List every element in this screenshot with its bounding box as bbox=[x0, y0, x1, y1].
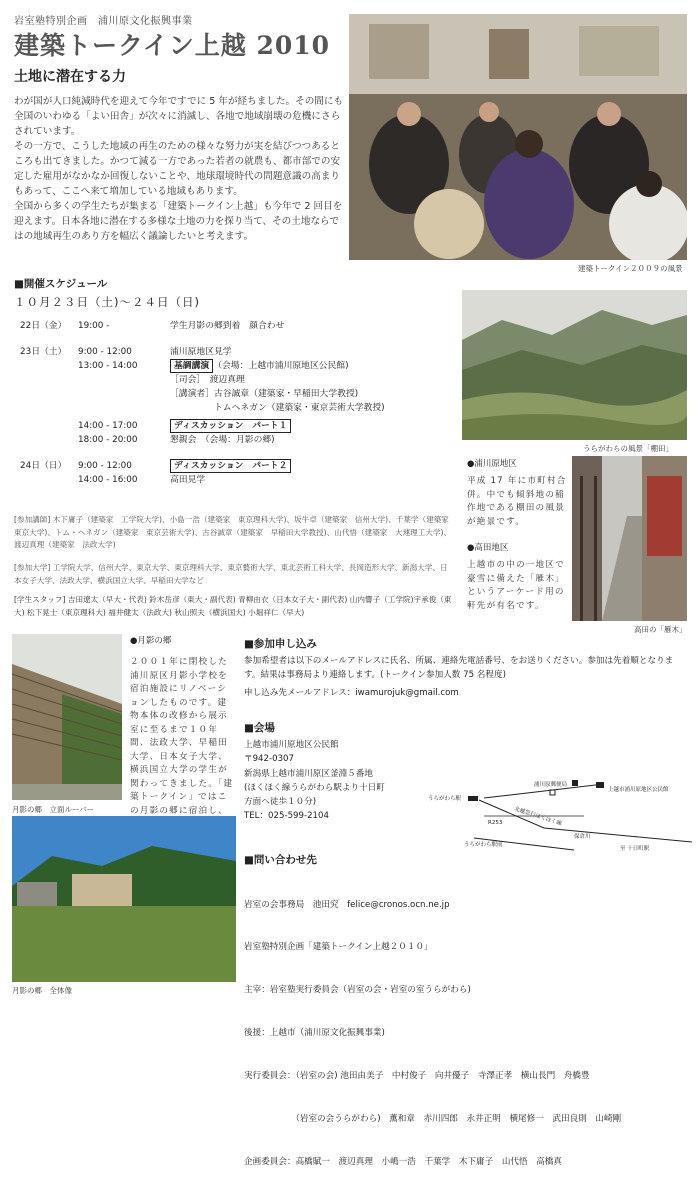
overall-caption: 月影の郷 全体像 bbox=[12, 986, 72, 995]
schedule-event: 懇親会 （会場：月影の郷) bbox=[170, 435, 275, 445]
schedule-row bbox=[20, 401, 440, 415]
schedule-event: （会場：上越市浦川原地区公民館) bbox=[213, 361, 349, 371]
urakawara-text: 平成 17 年に市町村合併。中でも傾斜地の稲作地である棚田の風景が絶景です。 bbox=[467, 476, 567, 527]
tanada-photo bbox=[462, 290, 687, 440]
contact-committee-1: 実行委員会：（岩室の会) 池田由美子 中村俊子 向井優子 寺澤正孝 横山長門 舟橋豊 bbox=[244, 1071, 590, 1082]
schedule-time: 9:00 - 12:00 bbox=[78, 461, 132, 471]
schedule-event: 高田見学 bbox=[170, 475, 206, 485]
takada-illustration bbox=[572, 456, 687, 621]
schedule-row bbox=[20, 345, 440, 359]
participants-lecturers: [参加講師] 木下庸子（建築家 工学院大学)、小島一浩（建築家 東京理科大学)、坂牛卓（建築家 信州大学)、千葉学（建築家 東京大学)、トム・ヘネガン（建築家 東京芸術大学)、古谷誠章（建築家 早稲田大学教授)、山代悟（建築家 大連理工大学)、渡辺真理（建築家 法政大学) bbox=[14, 515, 457, 549]
schedule-row bbox=[20, 473, 440, 487]
contact-planning: 企画委員会：高橋賦一 渡辺真理 小嶋一浩 千葉学 木下庸子 山代悟 高橋真 bbox=[244, 1156, 562, 1167]
schedule-time: 19:00 - bbox=[78, 321, 110, 331]
page-title: 建築トークイン上越 2010 bbox=[14, 31, 331, 60]
schedule-heading: ■開催スケジュール bbox=[14, 278, 108, 290]
application-email: 申し込み先メールアドレス：iwamurojuk@gmail.com bbox=[244, 688, 459, 698]
discussion-2-label: ディスカッション パート２ bbox=[170, 459, 291, 473]
intro-paragraph-3: 全国から多くの学生たちが集まる「建築トークイン上越」も今年で 2 回目を迎えます。日本各地に潜在する多様な土地の力を探り当て、その土地ならではの地域再生のあり方を幅広く議論したいと考えます。 bbox=[14, 201, 343, 242]
schedule-row bbox=[20, 419, 440, 433]
schedule-row bbox=[20, 459, 440, 473]
takada-caption: 高田の「雁木」 bbox=[634, 625, 687, 634]
map-svg bbox=[424, 770, 692, 860]
contact-committee-2: （岩室の会うらがわら) 薫和章 赤川四郎 永井正明 横尾修一 武田良則 山崎剛 bbox=[244, 1114, 622, 1125]
louver-illustration bbox=[12, 634, 122, 800]
schedule-time: 9:00 - 12:00 bbox=[78, 347, 132, 357]
map-venue-label: 上越市浦川原地区公民館 bbox=[608, 787, 669, 793]
tsukikage-overall-photo bbox=[12, 816, 236, 982]
contact-host: 主宰：岩室塾実行委員会（岩室の会・岩室の室うらがわら) bbox=[244, 985, 471, 996]
map-station2-label: うらがわら駅前 bbox=[464, 842, 503, 848]
venue-access: (ほくほく線うらがわら駅より十日町 bbox=[244, 782, 385, 793]
venue-postal: 〒942-0307 bbox=[244, 754, 294, 765]
map-tokamachi-label: 至 十日町駅 bbox=[620, 846, 650, 852]
schedule-day: 24日（日） bbox=[20, 461, 67, 471]
intro-paragraph-1: わが国が人口純減時代を迎えて今年ですでに 5 年が経ちました。その間にも全国のいわゆる「よい田舎」が次々に消滅し、各地で地域崩壊の危機にさらされています。 bbox=[14, 96, 344, 137]
contact-office: 岩室の会事務局 池田究 felice@cronos.ocn.ne.jp bbox=[244, 899, 450, 910]
schedule-event: トムヘネガン（建築家・東京芸術大学教授) bbox=[170, 403, 385, 413]
takada-photo bbox=[572, 456, 687, 621]
intro-paragraph-2: その一方で、こうした地域の再生のための様々な努力が実を結びつつあるところも出てきました。かつて減る一方であった若者の就農も、都市部での安定した雇用がなかなか回復しないことや、地球環境時代の問題意識の高まりもあって、ここへ来て増加している地域もあります。 bbox=[14, 141, 341, 197]
map-post-office-label: 浦川原郵便局 bbox=[534, 782, 568, 788]
map-station-label: うらがわら駅 bbox=[428, 796, 462, 802]
event-photo-illustration bbox=[349, 14, 687, 260]
application-heading: ■参加申し込み bbox=[244, 638, 317, 650]
schedule-time: 14:00 - 17:00 bbox=[78, 421, 138, 431]
application-text: 参加希望者は以下のメールアドレスに氏名、所属、連絡先電話番号、をお送りください。参加は先着順となります。結果は事務局より連絡します。(トークイン参加人数 75 名程度) bbox=[244, 656, 674, 681]
keynote-label: 基調講演 bbox=[170, 359, 213, 373]
schedule-dates: １０月２３日（土)～２４日（日) bbox=[14, 295, 200, 309]
contact-support: 後援：上越市（浦川原文化振興事業) bbox=[244, 1028, 385, 1039]
urakawara-heading: ●浦川原地区 bbox=[467, 459, 517, 469]
schedule-event: ［司会］ 渡辺真理 bbox=[170, 375, 245, 385]
map-line-label: 北越急行ほくほく線 bbox=[513, 806, 563, 828]
discussion-1-label: ディスカッション パート１ bbox=[170, 419, 291, 433]
venue-map bbox=[424, 770, 692, 860]
supertitle: 岩室塾特別企画 浦川原文化振興事業 bbox=[14, 16, 193, 27]
overall-illustration bbox=[12, 816, 236, 982]
participants-staff: [学生スタッフ] 吉田遼太（早大・代表) 鈴木岳彦（東大・副代表) 青柳由衣（日本女子大・副代表) 山内響子（工学院)宇承俊（東大) 松下晃士（東京理科大) 福井健太（法政大) 秋山照夫（横浜国大) 小堀祥仁（早大) bbox=[14, 595, 452, 617]
schedule-event: 浦川原地区見学 bbox=[170, 347, 232, 357]
venue-address: 新潟県上越市浦川原区釜淵５番地 bbox=[244, 768, 373, 779]
tsukikage-louver-photo bbox=[12, 634, 122, 800]
schedule-day bbox=[20, 359, 78, 373]
schedule-event: ［講演者］古谷誠章（建築家・早稲田大学教授) bbox=[170, 389, 359, 399]
subtitle: 土地に潜在する力 bbox=[14, 69, 126, 85]
event-photo-caption: 建築トークイン２００９の風景 bbox=[578, 264, 683, 273]
tanada-illustration bbox=[462, 290, 687, 440]
event-photo bbox=[349, 14, 687, 260]
schedule-row bbox=[20, 319, 440, 333]
contact-program: 岩室塾特別企画「建築トークイン上越２０１０」 bbox=[244, 942, 433, 953]
map-road-label: R253 bbox=[488, 820, 503, 826]
tsukikage-heading: ●月影の郷 bbox=[130, 636, 172, 646]
tanada-caption: うらがわらの風景「棚田」 bbox=[583, 444, 673, 453]
participants-universities: [参加大学] 工学院大学、信州大学、東京大学、東京理科大学、東京藝術大学、東北芸術工科大学、長岡造形大学、新潟大学、日本女子大学、法政大学、横浜国立大学、早稲田大学など bbox=[14, 563, 448, 585]
schedule-event: 学生月影の郷到着 顔合わせ bbox=[170, 321, 285, 331]
intro-text bbox=[14, 94, 344, 244]
schedule-time: 13:00 - 14:00 bbox=[78, 361, 138, 371]
schedule-day: 23日（土） bbox=[20, 347, 67, 357]
louver-caption: 月影の郷 立面ルーバー bbox=[12, 805, 95, 814]
venue-name: 上越市浦川原地区公民館 bbox=[244, 740, 339, 750]
contact-heading: ■問い合わせ先 bbox=[244, 854, 317, 866]
schedule-row bbox=[20, 387, 440, 401]
schedule-time: 18:00 - 20:00 bbox=[78, 435, 138, 445]
schedule-day: 22日（金） bbox=[20, 321, 67, 331]
takada-text: 上越市の中の一地区で豪雪に備えた「雁木」というアーケード用の軒先が有名です。 bbox=[467, 560, 565, 611]
venue-access-2: 方面へ徒歩１０分) bbox=[244, 797, 317, 808]
venue-tel: TEL：025-599-2104 bbox=[244, 811, 329, 822]
schedule-row bbox=[20, 433, 440, 447]
map-river-label: 保倉川 bbox=[574, 834, 591, 840]
venue-details bbox=[244, 738, 424, 824]
contact-details bbox=[244, 869, 694, 1184]
schedule-row bbox=[20, 373, 440, 387]
venue-heading: ■会場 bbox=[244, 722, 275, 734]
schedule-row bbox=[20, 359, 440, 373]
schedule-time: 14:00 - 16:00 bbox=[78, 475, 138, 485]
schedule-table bbox=[20, 319, 440, 487]
takada-heading: ●高田地区 bbox=[467, 543, 509, 553]
tsukikage-text: ２００１年に閉校した浦川原区月影小学校を宿泊施設にリノベーションしたものです。建物本体の改修から展示室に至るまで１０年間、法政大学、早稲田大学、日本女子大学、横浜国立大学の学生が関わってきました。「建築トークイン」ではこの月影の郷に宿泊し、 bbox=[130, 657, 234, 816]
